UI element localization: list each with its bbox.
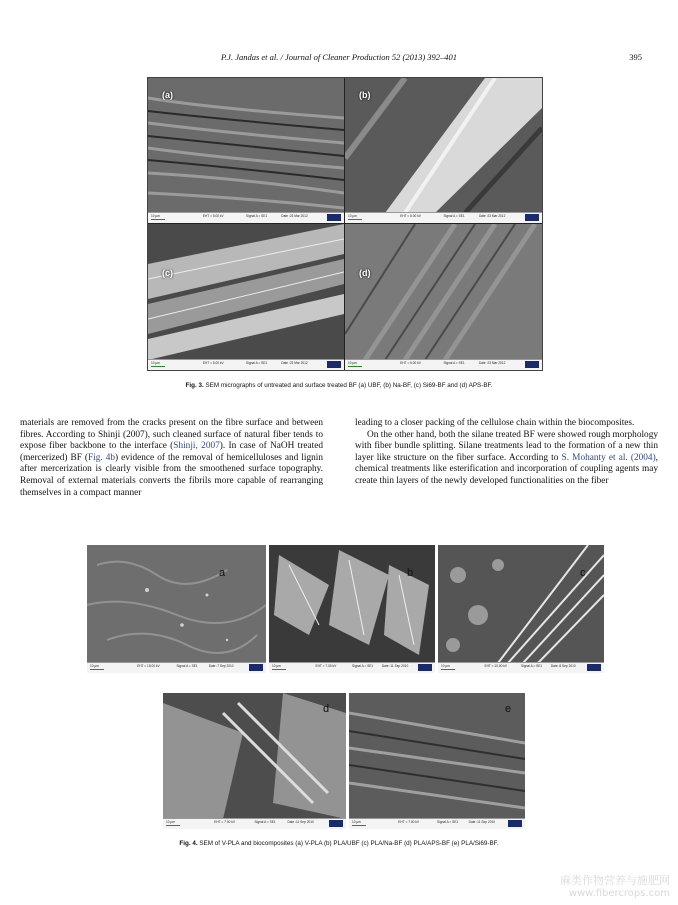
panel-label: (b) <box>359 90 371 100</box>
paragraph-text: On the other hand, both the silane treated BF were showed rough morphology with fiber bundle splitting. Silane treatments lead to the formation of a new thin layer like structure on the fiber surface. According to <box>355 429 658 463</box>
figure-3-caption <box>0 382 678 389</box>
page-number: 395 <box>629 52 642 62</box>
figure-3 <box>147 77 543 371</box>
fig4-panel-e <box>349 693 525 829</box>
panel-frame <box>438 545 604 673</box>
zeiss-logo <box>418 664 432 671</box>
scale-bar: 10 µm <box>441 664 455 670</box>
journal-citation: P.J. Jandas et al. / Journal of Cleaner Production 52 (2013) 392–401 <box>220 52 458 62</box>
sem-micrograph <box>438 545 604 663</box>
eht-value: EHT = 7.00 kV <box>398 820 420 824</box>
sem-micrograph <box>163 693 346 819</box>
left-column <box>20 418 323 499</box>
zeiss-logo <box>327 214 341 221</box>
panel-label: d <box>323 703 330 715</box>
sem-micrograph <box>349 693 525 819</box>
paragraph-text: , chemical treatments like esterification and incorporation of coupling agents may create thin layers of the newly developed functionalities on the fiber <box>355 452 658 486</box>
running-header <box>0 52 678 66</box>
sem-data-bar <box>438 662 604 673</box>
figure-link[interactable]: Fig. 4b <box>87 452 116 463</box>
sem-micrograph <box>269 545 435 663</box>
sem-data-bar <box>163 818 346 829</box>
eht-value: EHT = 5.00 kV <box>400 361 421 365</box>
zeiss-logo <box>587 664 601 671</box>
zeiss-logo <box>508 820 522 827</box>
sem-micrograph <box>148 224 344 360</box>
paragraph <box>20 418 323 499</box>
eht-value: EHT = 5.00 kV <box>400 214 421 218</box>
paragraph: leading to a closer packing of the cellulose chain within the biocomposites. <box>355 418 635 428</box>
panel-label: a <box>219 567 226 579</box>
paragraph <box>355 430 658 488</box>
scale-bar: 10 µm <box>348 214 362 220</box>
sem-data-bar <box>345 359 542 370</box>
eht-value: EHT = 5.00 kV <box>202 361 224 365</box>
panel-frame <box>349 693 525 829</box>
fig4-panel-d <box>163 693 346 829</box>
date-value: Date :23 Mar 2012 <box>281 361 308 365</box>
sem-micrograph <box>87 545 266 663</box>
sem-data-bar <box>345 212 542 223</box>
zeiss-logo <box>525 361 539 368</box>
zeiss-logo <box>525 214 539 221</box>
caption-label: Fig. 4. <box>179 840 198 847</box>
paragraph-text: ) evidence of the removal of hemicelluloses and lignin after mercerization is clearly visible from the smoothened surface topography. Removal of external materials converts the fibrils more capable of rearranging themselves in a compact manner <box>20 452 323 498</box>
scale-bar: 10 µm <box>166 820 180 826</box>
date-value: Date :8 Sep 2010 <box>550 664 576 668</box>
paragraph-text: materials are removed from the cracks present on the fibre surface and between fibres. According to Shinji (2007), such cleaned surface of natural fiber tends to expose fiber backbone to the interface ( <box>20 418 323 452</box>
caption-label: Fig. 3. <box>185 382 204 389</box>
caption-text: SEM micrographs of untreated and surface treated BF (a) UBF, (b) Na-BF, (c) Si69-BF and (d) APS-BF. <box>203 382 493 389</box>
panel-frame <box>163 693 346 829</box>
scale-bar: 10 µm <box>151 214 165 220</box>
sem-data-bar <box>269 662 435 673</box>
sem-micrograph <box>345 224 542 360</box>
scale-bar: 10 µm <box>352 820 366 826</box>
sem-micrograph <box>148 78 344 213</box>
figure-4-caption <box>0 840 678 847</box>
fig3-panel-d <box>345 224 542 370</box>
signal-value: Signal A = SE1 <box>443 361 465 365</box>
signal-value: Signal A = SE1 <box>246 361 268 365</box>
panel-label: c <box>580 567 586 579</box>
scale-bar: 10 µm <box>348 361 362 367</box>
eht-value: EHT = 15.00 kV <box>137 664 160 668</box>
citation-link[interactable]: Shinji, 2007 <box>173 441 220 452</box>
fig4-panel-c <box>438 545 604 673</box>
scale-bar: 10 µm <box>151 361 165 367</box>
zeiss-logo <box>327 361 341 368</box>
eht-value: EHT = 10.00 kV <box>484 664 508 668</box>
signal-value: Signal A = SE1 <box>254 820 276 824</box>
sem-data-bar <box>349 818 525 829</box>
sem-data-bar <box>148 359 344 370</box>
eht-value: EHT = 5.00 kV <box>202 214 224 218</box>
fig4-panel-b <box>269 545 435 673</box>
signal-value: Signal A = SE1 <box>521 664 543 668</box>
fig3-panel-a <box>148 78 344 223</box>
panel-label: (c) <box>162 268 173 278</box>
scale-bar: 10 µm <box>272 664 286 670</box>
caption-text: SEM of V-PLA and biocomposites (a) V-PLA (b) PLA/UBF (c) PLA/Na-BF (d) PLA/APS-BF (e) PLA/Si69-BF. <box>197 840 499 847</box>
citation-link[interactable]: S. Mohanty et al. (2004) <box>561 452 656 463</box>
eht-value: EHT = 7.00 kV <box>315 664 337 668</box>
panel-label: (a) <box>162 90 173 100</box>
zeiss-logo <box>329 820 343 827</box>
signal-value: Signal A = SE1 <box>246 214 268 218</box>
date-value: Date :11 Sep 2010 <box>287 820 314 824</box>
date-value: Date :23 Mar 2012 <box>281 214 308 218</box>
panel-frame <box>269 545 435 673</box>
panel-label: (d) <box>359 268 371 278</box>
fig4-panel-a <box>87 545 266 673</box>
signal-value: Signal A = SE1 <box>352 664 374 668</box>
date-value: Date :7 Sep 2010 <box>208 664 234 668</box>
sem-data-bar <box>148 212 344 223</box>
date-value: Date :11 Sep 2010 <box>381 664 409 668</box>
watermark-url: www.fibercrops.com <box>568 888 670 899</box>
sem-data-bar <box>87 662 266 673</box>
zeiss-logo <box>249 664 263 671</box>
date-value: Date :23 Mar 2012 <box>478 361 506 365</box>
paragraph-text: ). In case of NaOH treated (mercerized) BF ( <box>20 441 323 463</box>
right-column <box>355 418 658 488</box>
signal-value: Signal A = SE1 <box>176 664 198 668</box>
panel-label: b <box>407 567 414 579</box>
signal-value: Signal A = SE1 <box>443 214 465 218</box>
signal-value: Signal A = SE1 <box>437 820 459 824</box>
date-value: Date :23 Mar 2012 <box>478 214 506 218</box>
watermark-site-name: 麻类作物营养与施肥网 <box>560 874 670 887</box>
sem-micrograph <box>345 78 542 213</box>
fig3-panel-c <box>148 224 344 370</box>
scale-bar: 10 µm <box>90 664 104 670</box>
eht-value: EHT = 7.00 kV <box>214 820 235 824</box>
panel-frame <box>87 545 266 673</box>
date-value: Date :11 Sep 2010 <box>468 820 496 824</box>
fig3-panel-b <box>345 78 542 223</box>
panel-label: e <box>505 703 512 715</box>
watermark <box>560 872 670 899</box>
